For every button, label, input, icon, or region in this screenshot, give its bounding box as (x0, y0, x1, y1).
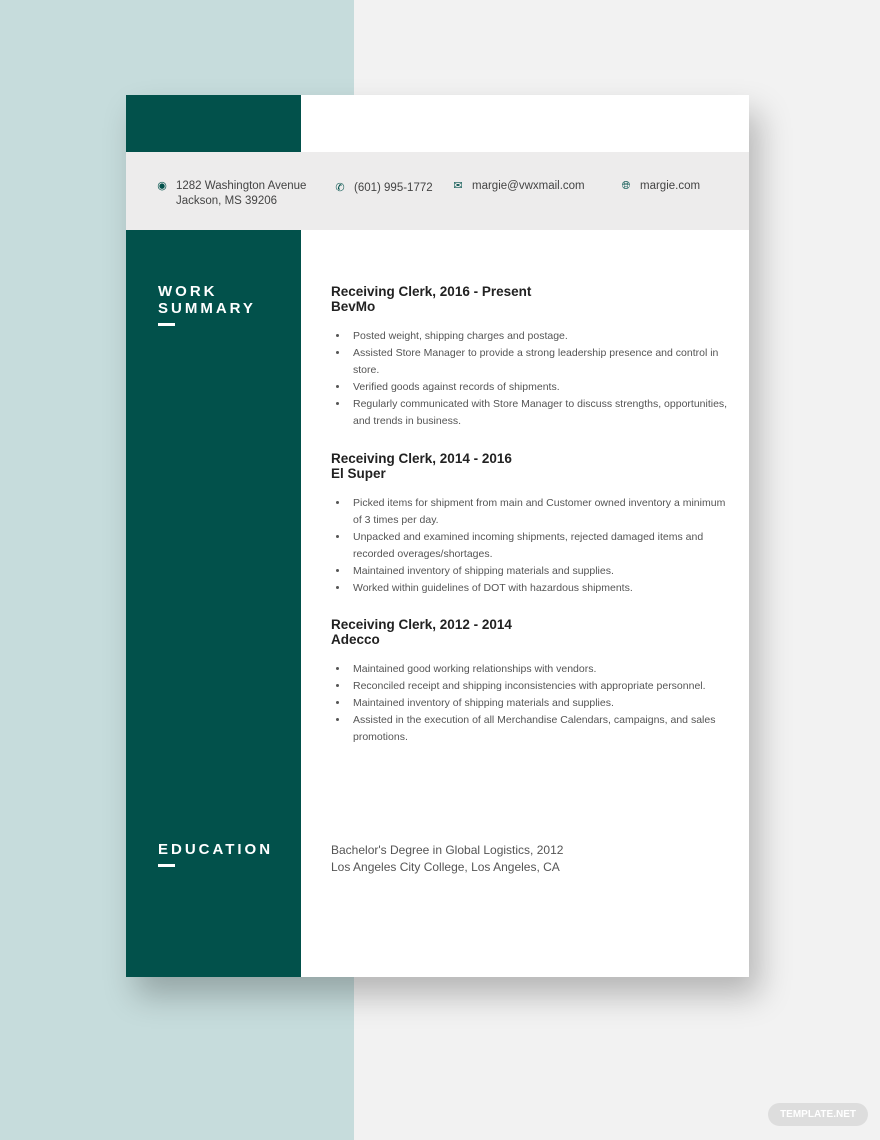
job-entry (331, 451, 731, 597)
text: EDUCATION (158, 841, 274, 858)
resume-page (126, 95, 749, 977)
job-title: Receiving Clerk, 2012 - 2014 (331, 617, 512, 632)
website-text: margie.com (640, 180, 701, 192)
contact-email (452, 179, 585, 194)
education-school: Los Angeles City College, Los Angeles, CA (331, 860, 560, 874)
bullet-item: • Verified goods against records of shipments. (349, 379, 731, 396)
job-title: Receiving Clerk, 2014 - 2016 (331, 451, 512, 466)
work-summary-heading (158, 283, 256, 326)
location-pin-icon: ◉ (157, 180, 167, 192)
envelope-icon: ✉ (453, 180, 463, 192)
bullet-item: • Worked within guidelines of DOT with hazardous shipments. (349, 580, 731, 597)
phone-text: (601) 995-1772 (354, 182, 433, 194)
bullet-item: • Picked items for shipment from main and Customer owned inventory a minimum of 3 times per day. (349, 495, 731, 529)
bullet-item: • Reconciled receipt and shipping inconsistencies with appropriate personnel. (349, 678, 731, 695)
contact-bar (126, 152, 749, 230)
job-title: Receiving Clerk, 2016 - Present (331, 284, 532, 299)
bullet-item: • Assisted in the execution of all Merchandise Calendars, campaigns, and sales promotions. (349, 712, 731, 746)
address-line1: 1282 Washington Avenue (176, 180, 307, 192)
job-company: El Super (331, 466, 386, 481)
address-line2: Jackson, MS 39206 (176, 195, 278, 207)
education-degree: Bachelor's Degree in Global Logistics, 2012 (331, 843, 564, 857)
bullet-item: • Unpacked and examined incoming shipments, rejected damaged items and recorded overages/shortages. (349, 529, 731, 563)
phone-icon: ✆ (335, 182, 345, 194)
job-company: BevMo (331, 299, 376, 314)
bullet-item: • Maintained inventory of shipping materials and supplies. (349, 695, 731, 712)
education-heading (158, 841, 273, 867)
text: WORK (158, 283, 218, 300)
globe-icon: 🌐︎ (621, 180, 631, 192)
bullet-item: • Maintained inventory of shipping materials and supplies. (349, 563, 731, 580)
email-text: margie@vwxmail.com (472, 180, 585, 192)
watermark: TEMPLATE.NET (768, 1103, 868, 1126)
bullet-item: • Maintained good working relationships with vendors. (349, 661, 731, 678)
bullet-item: • Assisted Store Manager to provide a strong leadership presence and control in store. (349, 345, 731, 379)
bullet-item: • Posted weight, shipping charges and postage. (349, 328, 731, 345)
text: SUMMARY (158, 300, 256, 317)
contact-website (620, 179, 700, 194)
job-entry (331, 284, 731, 430)
bullet-item: • Regularly communicated with Store Manager to discuss strengths, opportunities, and trends in business. (349, 396, 731, 430)
education-entry (331, 842, 563, 876)
contact-phone (334, 181, 433, 196)
contact-address (156, 179, 306, 209)
job-entry (331, 617, 731, 746)
job-company: Adecco (331, 632, 380, 647)
